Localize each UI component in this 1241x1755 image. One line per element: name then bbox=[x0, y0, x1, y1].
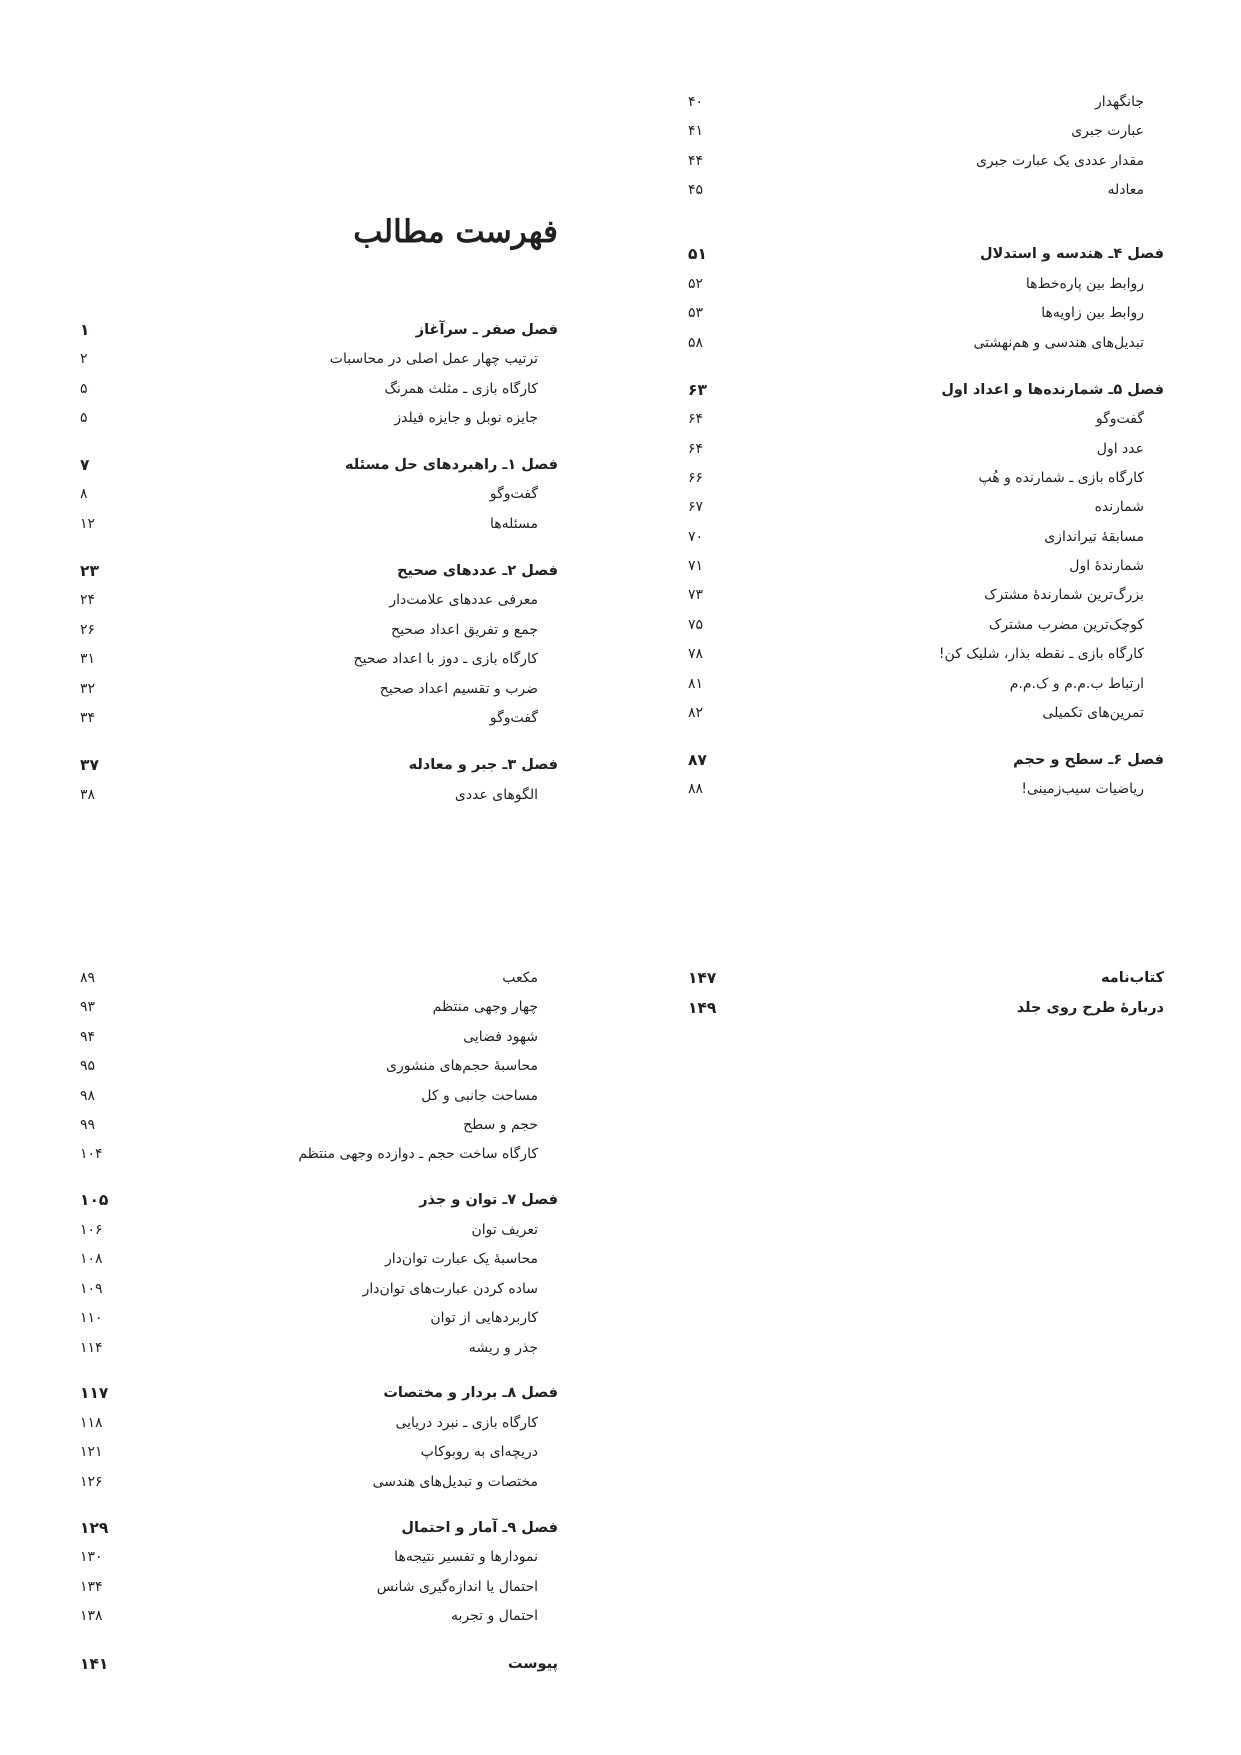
toc-page-number: ۸۸ bbox=[688, 781, 704, 797]
toc-entry bbox=[80, 1440, 558, 1464]
toc-entry-title: فصل ۶ـ سطح و حجم bbox=[1013, 752, 1164, 768]
toc-page-number: ۵ bbox=[80, 381, 88, 397]
toc-entry bbox=[688, 301, 1164, 325]
toc-entry bbox=[80, 1336, 558, 1360]
toc-entry bbox=[80, 677, 558, 701]
toc-entry-title: مسئله‌ها bbox=[489, 516, 538, 532]
toc-page-number: ۱۲ bbox=[80, 516, 96, 532]
toc-entry-title: چهار وجهی منتظم bbox=[432, 999, 538, 1015]
toc-entry-title: کارگاه ساخت حجم ـ دوازده وجهی منتظم bbox=[298, 1146, 538, 1162]
toc-chapter-entry bbox=[80, 1652, 558, 1676]
toc-chapter-entry bbox=[688, 378, 1164, 402]
toc-page-number: ۱۲۱ bbox=[80, 1444, 103, 1460]
toc-entry bbox=[688, 495, 1164, 519]
toc-entry bbox=[80, 1025, 558, 1049]
toc-entry-title: فصل ۹ـ آمار و احتمال bbox=[401, 1520, 558, 1536]
toc-chapter-entry bbox=[80, 753, 558, 777]
toc-entry-title: کارگاه بازی ـ مثلث همرنگ bbox=[384, 381, 538, 397]
toc-page-number: ۱۰۵ bbox=[80, 1191, 109, 1209]
toc-entry-title: شمارنده bbox=[1094, 499, 1144, 515]
toc-page-number: ۴۵ bbox=[688, 182, 704, 198]
toc-entry-title: نمودارها و تفسیر نتیجه‌ها bbox=[394, 1549, 538, 1565]
toc-entry-title: کارگاه بازی ـ دوز با اعداد صحیح bbox=[353, 651, 538, 667]
toc-entry bbox=[688, 119, 1164, 143]
toc-entry-title: روابط بین پاره‌خط‌ها bbox=[1025, 276, 1144, 292]
toc-page-number: ۱۴۹ bbox=[688, 999, 717, 1017]
toc-entry-title: مسابقهٔ تیراندازی bbox=[1044, 529, 1144, 545]
toc-page-number: ۶۶ bbox=[688, 470, 704, 486]
toc-entry bbox=[80, 1084, 558, 1108]
toc-entry bbox=[80, 1411, 558, 1435]
toc-entry-title: دریچه‌ای به روبوکاپ bbox=[420, 1444, 538, 1460]
toc-entry bbox=[688, 407, 1164, 431]
toc-chapter-entry bbox=[688, 996, 1164, 1020]
toc-entry-title: تبدیل‌های هندسی و هم‌نهشتی bbox=[973, 335, 1144, 351]
toc-entry-title: عدد اول bbox=[1096, 441, 1144, 457]
toc-entry bbox=[80, 1306, 558, 1330]
toc-page-number: ۲ bbox=[80, 351, 88, 367]
toc-entry-title: جمع و تفریق اعداد صحیح bbox=[391, 622, 538, 638]
toc-entry-title: محاسبهٔ یک عبارت توان‌دار bbox=[384, 1251, 538, 1267]
toc-page-number: ۲۴ bbox=[80, 592, 96, 608]
toc-page-number: ۹۸ bbox=[80, 1088, 96, 1104]
toc-entry-title: جایزه نوبل و جایزه فیلدز bbox=[394, 410, 538, 426]
toc-entry bbox=[80, 377, 558, 401]
toc-entry-title: محاسبهٔ حجم‌های منشوری bbox=[386, 1058, 538, 1074]
toc-entry bbox=[80, 1470, 558, 1494]
toc-entry bbox=[688, 178, 1164, 202]
toc-entry bbox=[688, 466, 1164, 490]
toc-entry bbox=[688, 672, 1164, 696]
toc-entry bbox=[688, 272, 1164, 296]
toc-entry-title: احتمال و تجربه bbox=[450, 1608, 538, 1624]
toc-entry-title: روابط بین زاویه‌ها bbox=[1041, 305, 1144, 321]
toc-page-number: ۱ bbox=[80, 321, 90, 339]
toc-entry bbox=[80, 1604, 558, 1628]
toc-page-number: ۲۶ bbox=[80, 622, 96, 638]
toc-page-number: ۶۴ bbox=[688, 411, 704, 427]
toc-entry-title: کارگاه بازی ـ شمارنده و هُپ bbox=[978, 470, 1144, 486]
toc-entry-title: مساحت جانبی و کل bbox=[421, 1088, 538, 1104]
toc-page-number: ۱۳۴ bbox=[80, 1579, 103, 1595]
toc-entry-title: حجم و سطح bbox=[463, 1117, 538, 1133]
toc-entry-title: پیوست bbox=[507, 1656, 558, 1672]
toc-page-number: ۱۱۸ bbox=[80, 1415, 103, 1431]
toc-chapter-entry bbox=[688, 242, 1164, 266]
toc-page-number: ۶۳ bbox=[688, 381, 707, 399]
toc-entry-title: تمرین‌های تکمیلی bbox=[1042, 705, 1144, 721]
toc-page-number: ۹۹ bbox=[80, 1117, 96, 1133]
toc-entry bbox=[688, 613, 1164, 637]
toc-entry bbox=[80, 1545, 558, 1569]
toc-entry-title: دربارهٔ طرح روی جلد bbox=[1016, 1000, 1164, 1016]
toc-entry-title: گفت‌وگو bbox=[489, 486, 538, 502]
toc-entry-title: مختصات و تبدیل‌های هندسی bbox=[372, 1474, 538, 1490]
toc-entry bbox=[80, 1142, 558, 1166]
toc-entry bbox=[80, 706, 558, 730]
toc-entry bbox=[80, 1054, 558, 1078]
toc-page-number: ۷۸ bbox=[688, 646, 704, 662]
toc-entry-title: گفت‌وگو bbox=[1095, 411, 1144, 427]
toc-entry bbox=[688, 777, 1164, 801]
toc-page-number: ۵ bbox=[80, 410, 88, 426]
toc-chapter-entry bbox=[80, 1516, 558, 1540]
toc-entry-title: تعریف توان bbox=[471, 1222, 538, 1238]
toc-entry bbox=[80, 347, 558, 371]
toc-entry-title: فصل ۲ـ عددهای صحیح bbox=[396, 563, 558, 579]
toc-entry-title: فصل ۸ـ بردار و مختصات bbox=[383, 1385, 558, 1401]
toc-page-number: ۸۹ bbox=[80, 970, 96, 986]
toc-page-number: ۱۲۶ bbox=[80, 1474, 103, 1490]
toc-entry-title: کارگاه بازی ـ نقطه بذار، شلیک کن! bbox=[938, 646, 1144, 662]
toc-entry-title: گفت‌وگو bbox=[489, 710, 538, 726]
toc-entry-title: عبارت جبری bbox=[1071, 123, 1144, 139]
toc-panel-top-left bbox=[80, 0, 558, 820]
toc-entry-title: ریاضیات سیب‌زمینی! bbox=[1021, 781, 1144, 797]
toc-page-number: ۱۱۴ bbox=[80, 1340, 103, 1356]
toc-page-number: ۳۲ bbox=[80, 681, 96, 697]
toc-page-number: ۹۵ bbox=[80, 1058, 96, 1074]
toc-entry-title: جذر و ریشه bbox=[468, 1340, 538, 1356]
toc-entry bbox=[80, 618, 558, 642]
toc-entry-title: ترتیب چهار عمل اصلی در محاسبات bbox=[329, 351, 538, 367]
toc-entry-title: شمارندهٔ اول bbox=[1069, 558, 1144, 574]
toc-page-number: ۱۲۹ bbox=[80, 1519, 109, 1537]
toc-chapter-entry bbox=[80, 1381, 558, 1405]
page-title: فهرست مطالب bbox=[353, 214, 558, 250]
toc-page-number: ۱۱۰ bbox=[80, 1310, 103, 1326]
toc-entry bbox=[80, 1277, 558, 1301]
toc-page-number: ۹۳ bbox=[80, 999, 96, 1015]
toc-entry bbox=[688, 701, 1164, 725]
toc-page-number: ۴۰ bbox=[688, 94, 704, 110]
toc-entry-title: معادله bbox=[1107, 182, 1144, 198]
toc-page-number: ۱۳۰ bbox=[80, 1549, 103, 1565]
toc-entry bbox=[80, 647, 558, 671]
toc-entry-title: فصل ۱ـ راهبردهای حل مسئله bbox=[344, 457, 558, 473]
toc-entry bbox=[688, 583, 1164, 607]
toc-page-number: ۷ bbox=[80, 456, 90, 474]
toc-chapter-entry bbox=[80, 453, 558, 477]
toc-page-number: ۵۳ bbox=[688, 305, 704, 321]
toc-entry bbox=[688, 331, 1164, 355]
toc-entry-title: مکعب bbox=[502, 970, 538, 986]
toc-entry-title: کارگاه بازی ـ نبرد دریایی bbox=[395, 1415, 538, 1431]
toc-page-number: ۵۸ bbox=[688, 335, 704, 351]
toc-page-number: ۵۱ bbox=[688, 245, 707, 263]
toc-page-number: ۱۰۴ bbox=[80, 1146, 103, 1162]
toc-page-number: ۷۵ bbox=[688, 617, 704, 633]
toc-page-number: ۳۸ bbox=[80, 787, 96, 803]
toc-entry-title: مقدار عددی یک عبارت جبری bbox=[975, 153, 1144, 169]
toc-page-number: ۱۳۸ bbox=[80, 1608, 103, 1624]
toc-panel-top-right bbox=[688, 0, 1164, 820]
toc-page-number: ۶۷ bbox=[688, 499, 704, 515]
toc-page-number: ۷۳ bbox=[688, 587, 704, 603]
toc-panel-bottom-right bbox=[688, 960, 1164, 1060]
toc-entry-title: کتاب‌نامه bbox=[1100, 970, 1164, 986]
toc-entry bbox=[688, 149, 1164, 173]
toc-chapter-entry bbox=[80, 318, 558, 342]
toc-page-number: ۳۷ bbox=[80, 756, 99, 774]
toc-page-number: ۱۴۷ bbox=[688, 969, 717, 987]
toc-entry-title: شهود فضایی bbox=[463, 1029, 538, 1045]
toc-entry bbox=[688, 525, 1164, 549]
toc-entry-title: فصل ۷ـ توان و جذر bbox=[419, 1192, 558, 1208]
toc-entry bbox=[80, 482, 558, 506]
toc-entry bbox=[80, 588, 558, 612]
toc-entry-title: بزرگ‌ترین شمارندهٔ مشترک bbox=[984, 587, 1144, 603]
toc-entry-title: فصل صفر ـ سرآغاز bbox=[415, 322, 558, 338]
toc-entry bbox=[688, 437, 1164, 461]
toc-entry-title: فصل ۵ـ شمارنده‌ها و اعداد اول bbox=[941, 382, 1164, 398]
toc-entry bbox=[688, 90, 1164, 114]
toc-page-number: ۸ bbox=[80, 486, 88, 502]
toc-chapter-entry bbox=[80, 1188, 558, 1212]
toc-entry-title: فصل ۳ـ جبر و معادله bbox=[408, 757, 558, 773]
toc-page-number: ۸۷ bbox=[688, 751, 707, 769]
toc-page-number: ۳۱ bbox=[80, 651, 96, 667]
toc-entry-title: ارتباط ب.م.م و ک.م.م bbox=[1009, 676, 1144, 692]
toc-entry-title: جانگهدار bbox=[1095, 94, 1144, 110]
toc-chapter-entry bbox=[80, 559, 558, 583]
toc-page-number: ۱۰۶ bbox=[80, 1222, 103, 1238]
toc-page-number: ۳۴ bbox=[80, 710, 96, 726]
toc-entry-title: الگوهای عددی bbox=[454, 787, 538, 803]
toc-page-number: ۹۴ bbox=[80, 1029, 96, 1045]
toc-entry bbox=[80, 1575, 558, 1599]
toc-chapter-entry bbox=[688, 966, 1164, 990]
toc-page-number: ۱۱۷ bbox=[80, 1384, 109, 1402]
toc-entry bbox=[80, 1218, 558, 1242]
toc-page-number: ۴۴ bbox=[688, 153, 704, 169]
toc-entry-title: کاربردهایی از توان bbox=[430, 1310, 538, 1326]
toc-page-number: ۷۱ bbox=[688, 558, 704, 574]
toc-entry bbox=[80, 406, 558, 430]
toc-entry bbox=[80, 995, 558, 1019]
toc-page-number: ۸۱ bbox=[688, 676, 704, 692]
toc-entry bbox=[80, 966, 558, 990]
toc-page-number: ۸۲ bbox=[688, 705, 704, 721]
toc-entry-title: معرفی عددهای علامت‌دار bbox=[389, 592, 538, 608]
toc-entry-title: احتمال یا اندازه‌گیری شانس bbox=[376, 1579, 538, 1595]
toc-entry-title: ضرب و تقسیم اعداد صحیح bbox=[379, 681, 538, 697]
toc-page-number: ۱۰۸ bbox=[80, 1251, 103, 1267]
toc-page-number: ۴۱ bbox=[688, 123, 704, 139]
toc-page-number: ۷۰ bbox=[688, 529, 704, 545]
toc-chapter-entry bbox=[688, 748, 1164, 772]
toc-entry bbox=[80, 1113, 558, 1137]
toc-entry bbox=[80, 1247, 558, 1271]
toc-entry-title: کوچک‌ترین مضرب مشترک bbox=[988, 617, 1144, 633]
toc-page-number: ۵۲ bbox=[688, 276, 704, 292]
toc-entry-title: فصل ۴ـ هندسه و استدلال bbox=[979, 246, 1164, 262]
toc-page-number: ۶۴ bbox=[688, 441, 704, 457]
toc-entry bbox=[80, 783, 558, 807]
toc-page-number: ۲۳ bbox=[80, 562, 99, 580]
toc-entry bbox=[688, 554, 1164, 578]
toc-entry-title: ساده کردن عبارت‌های توان‌دار bbox=[362, 1281, 538, 1297]
toc-entry bbox=[80, 512, 558, 536]
toc-page-number: ۱۴۱ bbox=[80, 1655, 109, 1673]
toc-panel-bottom-left bbox=[80, 960, 558, 1720]
toc-entry bbox=[688, 642, 1164, 666]
toc-page-number: ۱۰۹ bbox=[80, 1281, 103, 1297]
